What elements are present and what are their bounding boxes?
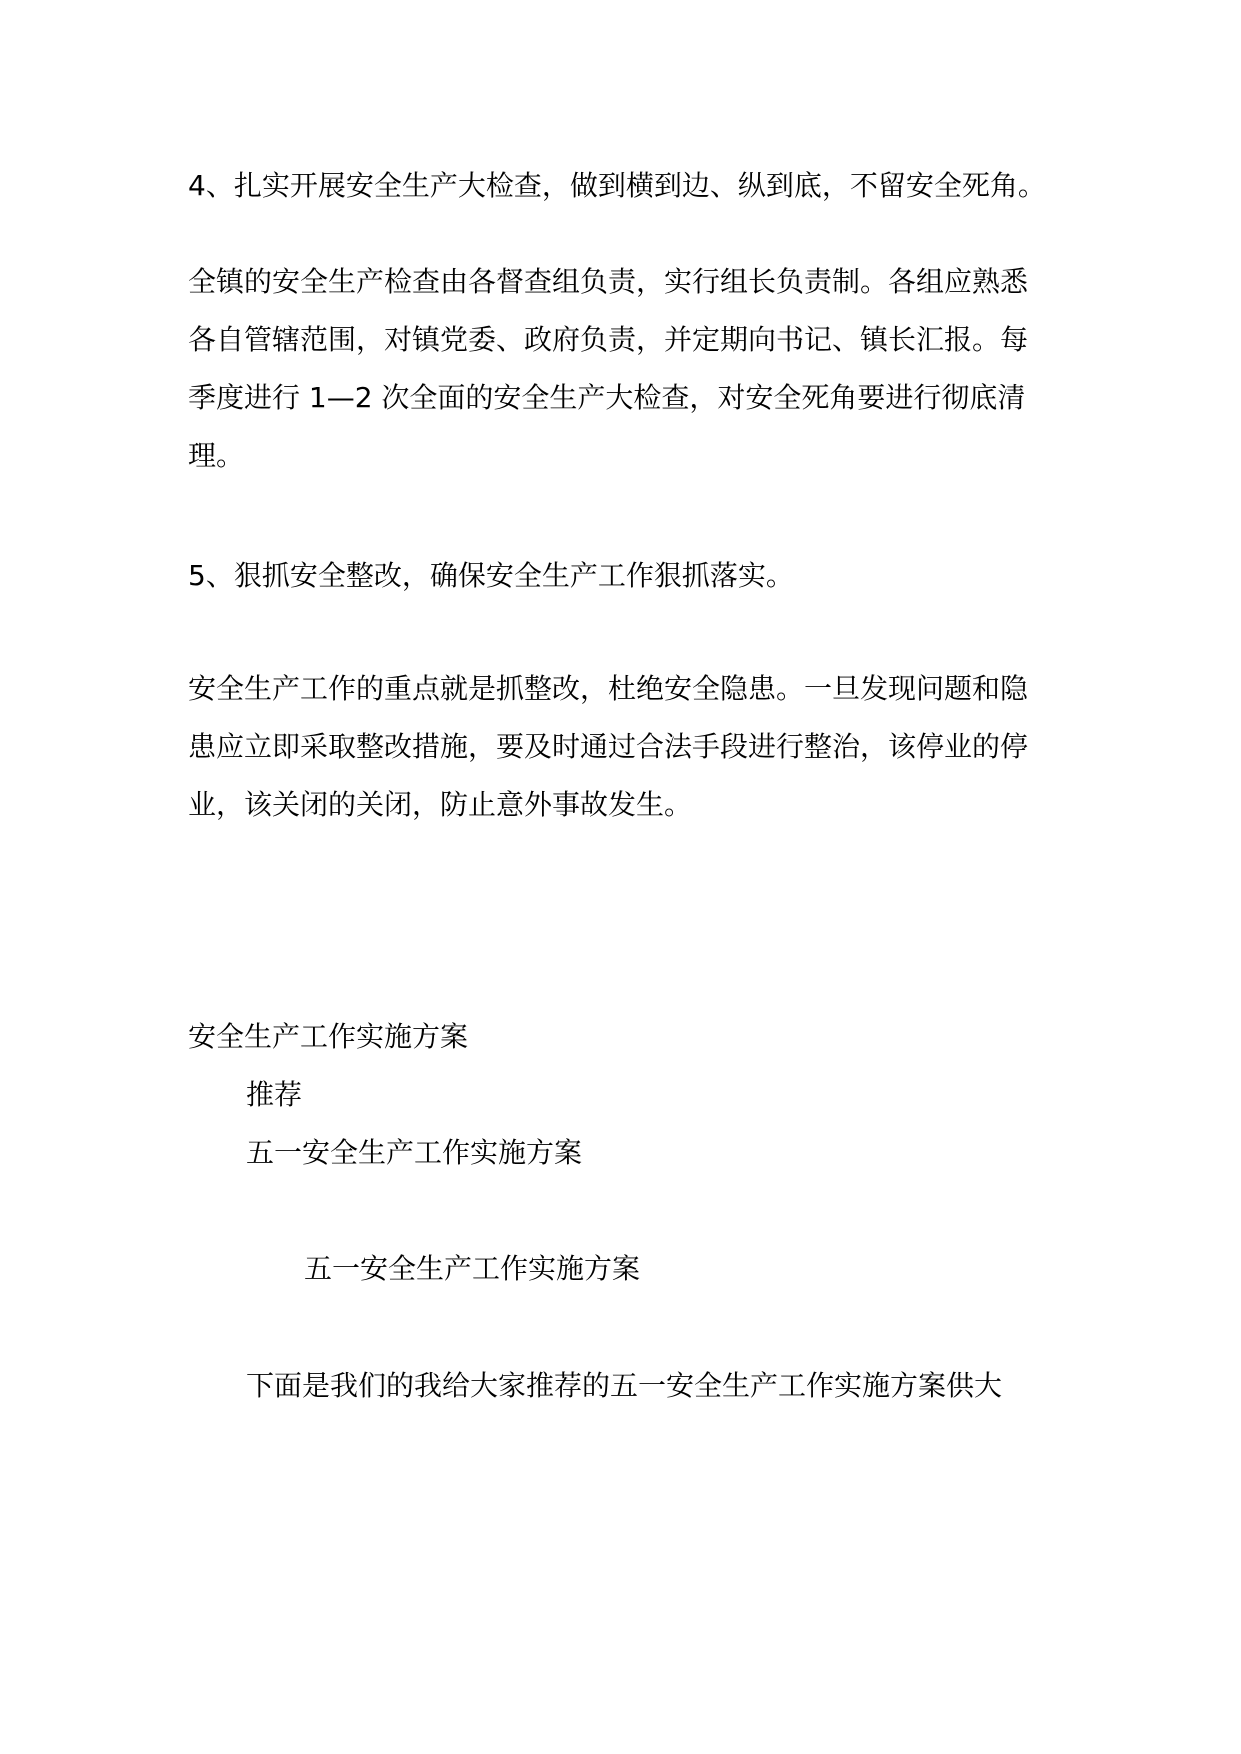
section-5-body-line-3: 业，该关闭的关闭，防止意外事故发生。	[188, 788, 693, 821]
intro-line: 下面是我们的我给大家推荐的五一安全生产工作实施方案供大	[246, 1369, 1003, 1402]
section-5-body-line-2: 患应立即采取整改措施，要及时通过合法手段进行整治，该停业的停	[188, 730, 1029, 763]
section-5-body-line-1: 安全生产工作的重点就是抓整改，杜绝安全隐患。一旦发现问题和隐	[188, 672, 1029, 705]
section-4-body-line-3: 季度进行 1—2 次全面的安全生产大检查，对安全死角要进行彻底清	[188, 381, 1026, 414]
sub-title: 五一安全生产工作实施方案	[304, 1252, 641, 1285]
section-5-heading: 5、狠抓安全整改，确保安全生产工作狠抓落实。	[188, 559, 794, 592]
recommend-link[interactable]: 五一安全生产工作实施方案	[246, 1136, 583, 1169]
section-4-body-line-1: 全镇的安全生产检查由各督查组负责，实行组长负责制。各组应熟悉	[188, 265, 1029, 298]
recommend-label: 推荐	[246, 1078, 303, 1111]
section-4-body-line-4: 理。	[188, 439, 245, 472]
article-title: 安全生产工作实施方案	[188, 1020, 469, 1053]
section-4-body-line-2: 各自管辖范围，对镇党委、政府负责，并定期向书记、镇长汇报。每	[188, 323, 1029, 356]
section-4-heading: 4、扎实开展安全生产大检查，做到横到边、纵到底，不留安全死角。	[188, 169, 1046, 202]
